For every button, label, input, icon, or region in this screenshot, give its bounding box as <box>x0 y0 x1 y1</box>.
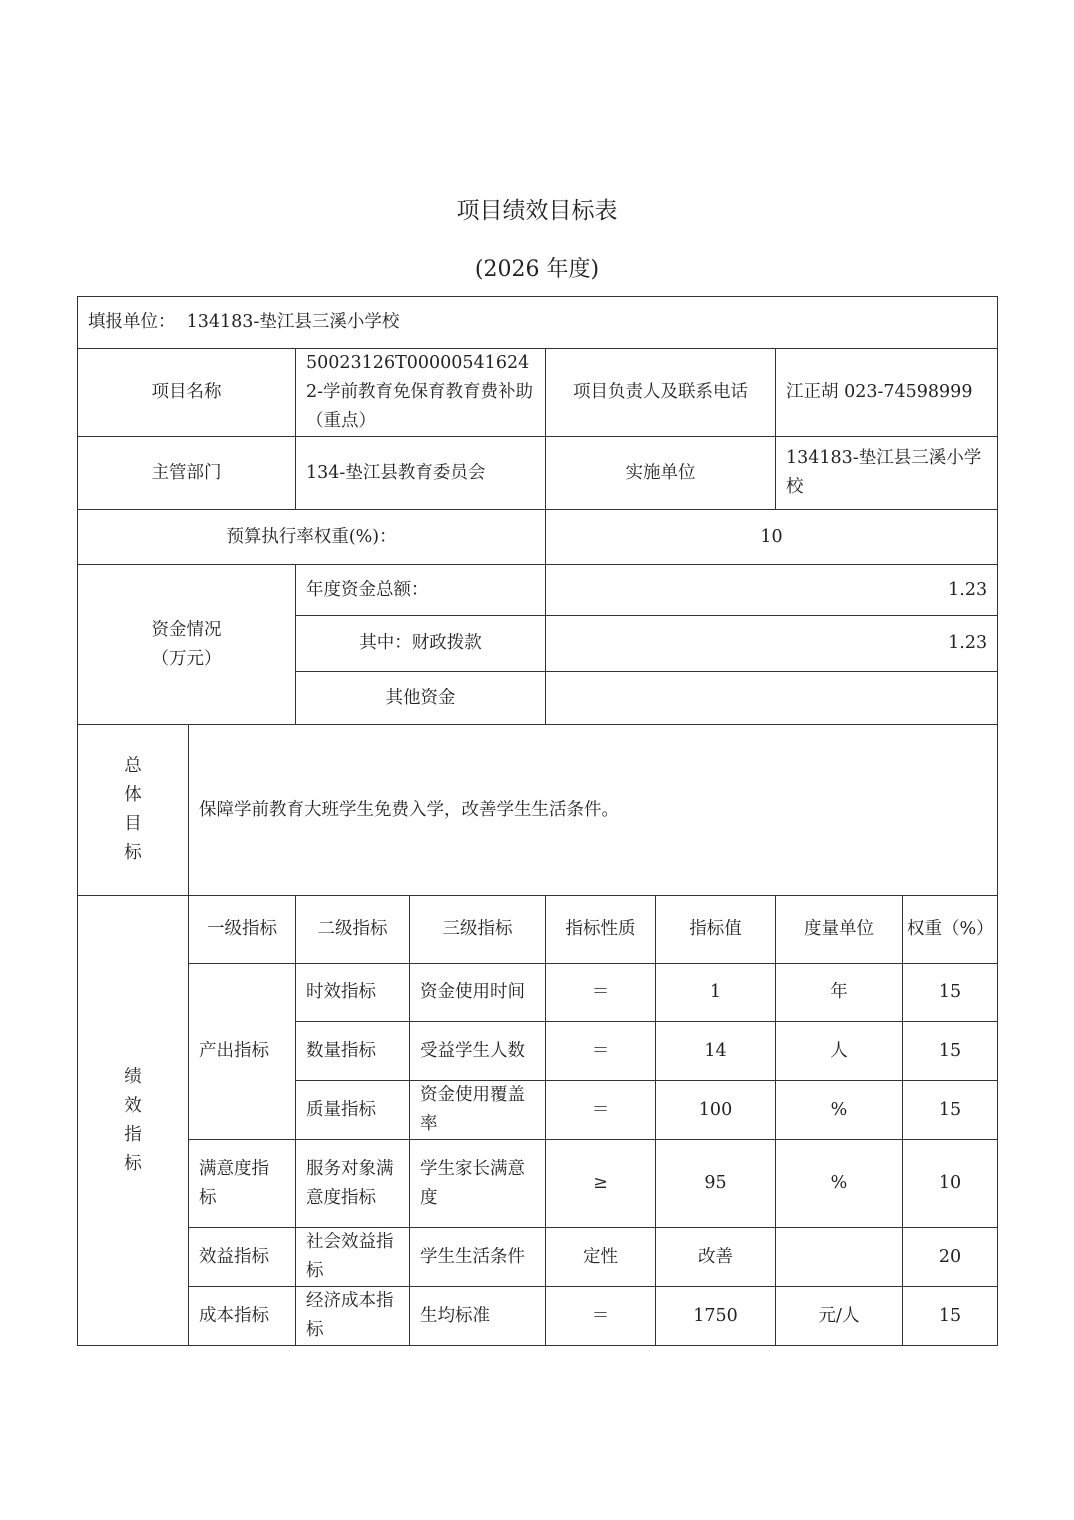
value-cell: 1750 <box>656 1287 776 1346</box>
unit-cell <box>78 297 998 349</box>
nature-cell: 定性 <box>546 1228 656 1287</box>
indicator-row <box>78 964 998 1022</box>
level1-cell: 产出指标 <box>189 964 296 1140</box>
nature-cell: ＝ <box>546 964 656 1022</box>
unit-cell: 人 <box>776 1022 903 1081</box>
indicator-row <box>78 1228 998 1287</box>
level3-cell: 生均标准 <box>410 1287 546 1346</box>
level2-cell: 服务对象满意度指标 <box>296 1140 410 1228</box>
goal-label: 总体目标 <box>124 756 142 863</box>
project-name-value: 50023126T000005416242-学前教育免保育教育费补助（重点） <box>296 349 546 437</box>
contact-label: 项目负责人及联系电话 <box>546 349 776 437</box>
dept-row <box>78 437 998 510</box>
level1-cell: 成本指标 <box>189 1287 296 1346</box>
funds-fiscal-value: 1.23 <box>546 616 998 672</box>
page-title: 项目绩效目标表 <box>456 198 618 224</box>
project-row <box>78 349 998 437</box>
unit-cell: % <box>776 1081 903 1140</box>
funds-total-label: 年度资金总额： <box>296 565 546 616</box>
indicators-label-char: 效 <box>124 1095 142 1116</box>
header-level1: 一级指标 <box>189 896 296 964</box>
level2-cell: 数量指标 <box>296 1022 410 1081</box>
indicators-label <box>78 896 189 1346</box>
funds-fiscal-label: 其中：财政拨款 <box>296 616 546 672</box>
weight-cell: 20 <box>903 1228 998 1287</box>
level2-cell: 时效指标 <box>296 964 410 1022</box>
nature-cell: ＝ <box>546 1287 656 1346</box>
funds-row <box>78 565 998 616</box>
goal-row <box>78 725 998 896</box>
level3-cell: 受益学生人数 <box>410 1022 546 1081</box>
dept-value: 134-垫江县教育委员会 <box>296 437 546 510</box>
indicator-row <box>78 1140 998 1228</box>
level2-cell: 质量指标 <box>296 1081 410 1140</box>
level3-cell: 学生生活条件 <box>410 1228 546 1287</box>
value-cell: 14 <box>656 1022 776 1081</box>
unit-cell: 元/人 <box>776 1287 903 1346</box>
nature-cell: ＝ <box>546 1081 656 1140</box>
unit-cell: 年 <box>776 964 903 1022</box>
performance-table <box>77 296 998 1346</box>
value-cell: 100 <box>656 1081 776 1140</box>
funds-label-cell <box>78 565 296 725</box>
budget-row <box>78 510 998 565</box>
level2-cell: 经济成本指标 <box>296 1287 410 1346</box>
indicator-header-row <box>78 896 998 964</box>
funds-other-value <box>546 672 998 725</box>
impl-value: 134183-垫江县三溪小学校 <box>776 437 998 510</box>
level3-cell: 资金使用覆盖率 <box>410 1081 546 1140</box>
level1-cell: 满意度指标 <box>189 1140 296 1228</box>
weight-cell: 15 <box>903 1287 998 1346</box>
unit-cell: % <box>776 1140 903 1228</box>
budget-value: 10 <box>546 510 998 565</box>
weight-cell: 15 <box>903 1081 998 1140</box>
page-subtitle: (2026 年度) <box>474 257 600 282</box>
nature-cell: ＝ <box>546 1022 656 1081</box>
unit-value: 134183-垫江县三溪小学校 <box>186 312 400 332</box>
unit-label: 填报单位： <box>88 312 176 332</box>
goal-text: 保障学前教育大班学生免费入学，改善学生生活条件。 <box>189 725 998 896</box>
level3-cell: 资金使用时间 <box>410 964 546 1022</box>
indicators-label-char: 指 <box>124 1124 142 1145</box>
level3-cell: 学生家长满意度 <box>410 1140 546 1228</box>
project-name-label: 项目名称 <box>78 349 296 437</box>
unit-row <box>78 297 998 349</box>
impl-label: 实施单位 <box>546 437 776 510</box>
indicators-label-char: 绩 <box>124 1066 142 1087</box>
header-unit: 度量单位 <box>776 896 903 964</box>
header-value: 指标值 <box>656 896 776 964</box>
dept-label: 主管部门 <box>78 437 296 510</box>
indicator-row <box>78 1287 998 1346</box>
nature-cell: ≥ <box>546 1140 656 1228</box>
funds-other-label: 其他资金 <box>296 672 546 725</box>
header-level3: 三级指标 <box>410 896 546 964</box>
header-nature: 指标性质 <box>546 896 656 964</box>
contact-value: 江正胡 023-74598999 <box>776 349 998 437</box>
level1-cell: 效益指标 <box>189 1228 296 1287</box>
header-weight: 权重（%） <box>903 896 998 964</box>
level2-cell: 社会效益指标 <box>296 1228 410 1287</box>
weight-cell: 10 <box>903 1140 998 1228</box>
indicators-label-char: 标 <box>124 1153 142 1174</box>
unit-cell <box>776 1228 903 1287</box>
funds-total-value: 1.23 <box>546 565 998 616</box>
weight-cell: 15 <box>903 964 998 1022</box>
budget-label: 预算执行率权重(%)： <box>78 510 546 565</box>
funds-label: 资金情况 <box>151 619 222 640</box>
value-cell: 95 <box>656 1140 776 1228</box>
weight-cell: 15 <box>903 1022 998 1081</box>
header-level2: 二级指标 <box>296 896 410 964</box>
funds-unit: （万元） <box>151 648 222 669</box>
goal-label-cell <box>78 725 189 896</box>
value-cell: 改善 <box>656 1228 776 1287</box>
value-cell: 1 <box>656 964 776 1022</box>
